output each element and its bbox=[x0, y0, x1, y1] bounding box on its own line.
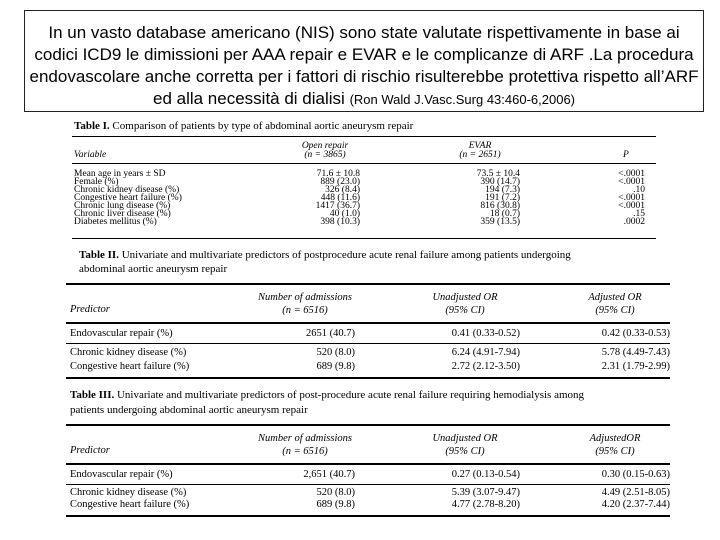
t1-p: <.0001 bbox=[618, 169, 645, 179]
t3-predictor: Congestive heart failure (%) bbox=[70, 499, 190, 510]
t1-variable: Diabetes mellitus (%) bbox=[74, 217, 157, 227]
t2-adjusted: 5.78 (4.49-7.43) bbox=[601, 347, 670, 358]
table2-col-unadj: Unadjusted OR bbox=[432, 292, 498, 303]
t1-p: <.0001 bbox=[618, 177, 645, 187]
table3-title-text: Univariate and multivariate predictors of post-procedure acute renal failure requiring hemodialysis among bbox=[116, 389, 585, 401]
t1-open: 326 (8.4) bbox=[325, 185, 360, 195]
t1-open: 448 (11.6) bbox=[320, 193, 360, 203]
t1-evar: 18 (0.7) bbox=[489, 209, 520, 219]
t1-p: .0002 bbox=[623, 217, 645, 227]
t1-evar: 359 (13.5) bbox=[480, 217, 520, 227]
t1-p: .15 bbox=[633, 209, 645, 219]
t1-variable: Congestive heart failure (%) bbox=[74, 193, 182, 203]
t3-adjusted: 4.20 (2.37-7.44) bbox=[601, 499, 670, 510]
table2-header-rule bbox=[66, 322, 670, 324]
table2-col-unadj-ci: (95% CI) bbox=[445, 305, 485, 316]
table1-col-p: P bbox=[623, 150, 629, 160]
t1-open: 398 (10.3) bbox=[320, 217, 360, 227]
t1-evar: 191 (7.2) bbox=[485, 193, 520, 203]
t3-adjusted: 4.49 (2.51-8.05) bbox=[601, 487, 670, 498]
table1-col-open: Open repair bbox=[301, 141, 349, 151]
table2-title-line1 bbox=[79, 249, 571, 261]
t3-admissions: 520 (8.0) bbox=[316, 487, 355, 498]
table2-col-adm: Number of admissions bbox=[258, 292, 352, 303]
table1-label: Table I. bbox=[74, 120, 110, 132]
t3-predictor: Endovascular repair (%) bbox=[70, 469, 173, 480]
table2-title-line2: abdominal aortic aneurysm repair bbox=[79, 263, 228, 275]
table3-label: Table III. bbox=[70, 389, 115, 401]
t1-p: <.0001 bbox=[618, 193, 645, 203]
table2-bottom-rule bbox=[66, 377, 670, 379]
table3-header-rule bbox=[66, 463, 670, 465]
t1-evar: 73.5 ± 10.4 bbox=[476, 169, 520, 179]
t1-open: 1417 (36.7) bbox=[315, 201, 360, 211]
table3-col-unadj-ci: (95% CI) bbox=[445, 446, 485, 457]
t1-variable: Mean age in years ± SD bbox=[74, 169, 166, 179]
table3-col-adm-n: (n = 6516) bbox=[282, 446, 328, 457]
t1-open: 889 (23.0) bbox=[320, 177, 360, 187]
t2-admissions: 689 (9.8) bbox=[316, 361, 355, 372]
table2-col-adj: Adjusted OR bbox=[588, 292, 642, 303]
table1-col-evar-n: (n = 2651) bbox=[459, 150, 501, 160]
t1-open: 71.6 ± 10.8 bbox=[316, 169, 360, 179]
table2-col-adj-ci: (95% CI) bbox=[595, 305, 635, 316]
header-reference: (Ron Wald J.Vasc.Surg 43:460-6,2006) bbox=[349, 92, 576, 107]
t3-predictor: Chronic kidney disease (%) bbox=[70, 487, 187, 498]
table2-col-predictor: Predictor bbox=[70, 304, 110, 315]
t1-evar: 194 (7.3) bbox=[485, 185, 520, 195]
table3-col-predictor: Predictor bbox=[70, 445, 110, 456]
table2-label: Table II. bbox=[79, 249, 119, 261]
table3-col-adj: AdjustedOR bbox=[589, 433, 641, 444]
table2-top-rule bbox=[66, 283, 670, 285]
t3-adjusted: 0.30 (0.15-0.63) bbox=[601, 469, 670, 480]
t1-variable: Female (%) bbox=[74, 177, 119, 187]
t3-admissions: 2,651 (40.7) bbox=[303, 469, 355, 480]
t2-unadjusted: 2.72 (2.12-3.50) bbox=[451, 361, 520, 372]
t3-unadjusted: 4.77 (2.78-8.20) bbox=[451, 499, 520, 510]
table1-col-open-n: (n = 3865) bbox=[304, 150, 346, 160]
t2-predictor: Congestive heart failure (%) bbox=[70, 361, 190, 372]
table3-top-rule bbox=[66, 424, 670, 426]
table1-bottom-rule bbox=[72, 238, 656, 239]
table3-row-rule bbox=[66, 484, 670, 485]
t1-variable: Chronic lung disease (%) bbox=[74, 201, 171, 211]
table3-col-unadj: Unadjusted OR bbox=[432, 433, 498, 444]
t1-variable: Chronic liver disease (%) bbox=[74, 209, 171, 219]
t2-unadjusted: 0.41 (0.33-0.52) bbox=[451, 328, 520, 339]
table3-title-line1 bbox=[70, 389, 584, 401]
header-main-text: In un vasto database americano (NIS) sono state valutate rispettivamente in base ai codici ICD9 le dimissioni per AAA repair e EVAR e le complicanze di ARF .La procedura endovascolare anche corretta per i fattori di rischio risulterebbe protettiva rispetto all’ARF ed alla necessità di dialisi bbox=[29, 23, 699, 108]
table2-title-text: Univariate and multivariate predictors of postprocedure acute renal failure among patients undergoing bbox=[121, 249, 571, 261]
t2-unadjusted: 6.24 (4.91-7.94) bbox=[451, 347, 520, 358]
table3-title-line2: patients undergoing abdominal aortic aneurysm repair bbox=[70, 404, 308, 416]
t1-open: 40 (1.0) bbox=[329, 209, 360, 219]
header-text bbox=[28, 22, 700, 111]
table2-col-adm-n: (n = 6516) bbox=[282, 305, 328, 316]
t1-evar: 816 (30.8) bbox=[480, 201, 520, 211]
table1-col-variable: Variable bbox=[74, 150, 107, 160]
t2-predictor: Endovascular repair (%) bbox=[70, 328, 173, 339]
t3-unadjusted: 0.27 (0.13-0.54) bbox=[451, 469, 520, 480]
table1-top-rule bbox=[72, 136, 656, 137]
table1-title-text: Comparison of patients by type of abdominal aortic aneurysm repair bbox=[112, 120, 414, 132]
t2-adjusted: 2.31 (1.79-2.99) bbox=[601, 361, 670, 372]
t2-admissions: 2651 (40.7) bbox=[306, 328, 355, 339]
t2-predictor: Chronic kidney disease (%) bbox=[70, 347, 187, 358]
table1-header-rule bbox=[72, 163, 656, 164]
table3-bottom-rule bbox=[66, 515, 670, 517]
table2-row-rule bbox=[66, 343, 670, 344]
t2-adjusted: 0.42 (0.33-0.53) bbox=[601, 328, 670, 339]
t3-admissions: 689 (9.8) bbox=[316, 499, 355, 510]
t3-unadjusted: 5.39 (3.07-9.47) bbox=[451, 487, 520, 498]
t1-evar: 390 (14.7) bbox=[480, 177, 520, 187]
table1-col-evar: EVAR bbox=[468, 141, 492, 151]
t1-p: <.0001 bbox=[618, 201, 645, 211]
t1-variable: Chronic kidney disease (%) bbox=[74, 185, 180, 195]
t2-admissions: 520 (8.0) bbox=[316, 347, 355, 358]
table3-col-adj-ci: (95% CI) bbox=[595, 446, 635, 457]
t1-p: .10 bbox=[633, 185, 645, 195]
table3-col-adm: Number of admissions bbox=[258, 433, 352, 444]
table1-title bbox=[74, 120, 413, 132]
